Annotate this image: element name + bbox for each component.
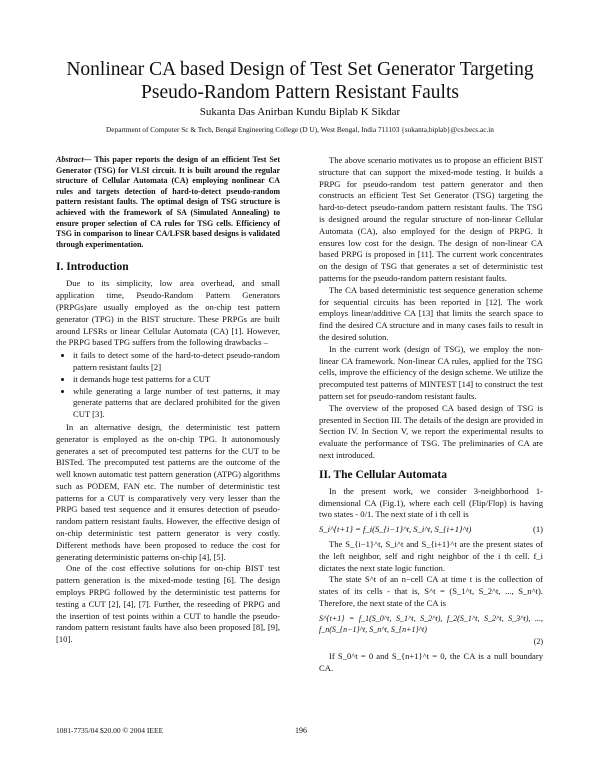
right-paragraph-1: The above scenario motivates us to propose an efficient BIST structure that can support the mixed-mode testing. It builds a PRPG for pseudo-random test pattern generator and then constructs an efficient Test Set Generator (TSG) targeting the hard-to-detect pseudo-random pattern resistant faults. The TSG is designed around the regular structure of non-linear Cellular Automata (CA), also employed for the design of PRPG. It ensures low cost for the design. The design of non-linear CA based PRPG is proposed in [11]. The current work concentrates on the design of TSG that generates a set of deterministic test patterns for the pseudo-random pattern resistant faults. — [319, 155, 543, 283]
left-column — [56, 155, 280, 646]
equation-1 — [319, 524, 543, 536]
paper-title — [40, 58, 560, 104]
affiliation: Department of Computer Sc & Tech, Bengal Engineering College (D U), West Bengal, India 711103 {sukanta,biplab}@cs.becs.ac.in — [106, 125, 494, 134]
right-paragraph-4: The overview of the proposed CA based design of TSG is presented in Section III. The details of the design are provided in Section IV. In Section V, we report the experimental results to evaluate the performance of TSG. The preliminaries of CA are next introduced. — [319, 402, 543, 460]
equation-1-number: (1) — [532, 524, 543, 535]
list-item: • it demands huge test patterns for a CUT — [73, 374, 280, 386]
authors: Sukanta Das Anirban Kundu Biplab K Sikdar — [199, 106, 401, 118]
right-paragraph-2: The CA based deterministic test sequence generation scheme for sequential circuits has been reported in [12]. The work employs linear/additive CA [13] that limits the search space to find the desired CA structure and in many cases fails to result in the desired solution. — [319, 284, 543, 342]
intro-paragraph-3: One of the cost effective solutions for on-chip BIST test pattern generation is the mixed-mode testing [6]. The design employs PRPG followed by the deterministic test patterns for testing a CUT [2], [4], [7]. Further, the reseeding of PRPG and the insertion of test points within a CUT to handle the pseudo-random pattern resistant faults have also been proposed [8], [9], [10]. — [56, 563, 280, 645]
intro-paragraph-2: In an alternative design, the deterministic test pattern generator is employed as the on-chip TPG. It autonomously generates a set of precomputed test patterns for the CUT to be BISTed. The precomputed test patterns are the outcome of the well known automatic test pattern generation (ATPG) algorithms such as PODEM, FAN etc. The number of deterministic test patterns for a CUT is comparatively very very lesser than the PRPG based test sequence and it ensures detection of pseudo-random pattern resistant faults. However, the effective design of on-chip deterministic test pattern generator is very costly. Different methods have been proposed to reduce the cost for generating deterministic patterns on-chip [4], [5]. — [56, 421, 280, 562]
right-paragraph-3: In the current work (design of TSG), we employ the non-linear CA framework. Non-linear CA rules, applied for the TSG cells, improve the efficiency of the design scheme. We utilize the precomputed test patterns of MINTEST [14] to construct the test pattern set for pseudo-random resistant faults. — [319, 343, 543, 401]
equation-1-body: S_i^{t+1} = f_i(S_{i−1}^t, S_i^t, S_{i+1}^t) — [319, 524, 472, 535]
equation-2-number: (2) — [533, 637, 543, 647]
ca-paragraph-2: The S_{i−1}^t, S_i^t and S_{i+1}^t are the present states of the left neighbor, self and right neighbor of the i th cell. f_i dictates the next state logic function. — [319, 538, 543, 573]
title-line-2: Pseudo-Random Pattern Resistant Faults — [141, 82, 459, 103]
list-item: • while generating a large number of test patterns, it may generate patterns that are declared prohibited for the given CUT [3]. — [73, 386, 280, 421]
drawbacks-list — [56, 350, 280, 421]
page-number: 196 — [295, 726, 307, 735]
ca-paragraph-4: If S_0^t = 0 and S_{n+1}^t = 0, the CA is a null boundary CA. — [319, 651, 543, 673]
ca-paragraph-1: In the present work, we consider 3-neighborhood 1-dimensional CA (Fig.1), where each cell (Flip/Flop) is having two states - 0/1. The next state of i th cell is — [319, 485, 543, 520]
abstract-lead: Abstract— — [56, 155, 92, 164]
abstract — [56, 155, 280, 250]
ca-paragraph-3: The state S^t of an n−cell CA at time t is the collection of states of its cells - that is, S^t = (S_1^t, S_2^t, ..., S_n^t). Therefore, the next state of the CA is — [319, 574, 543, 608]
intro-paragraph-1: Due to its simplicity, low area overhead, and small application time, Pseudo-Random Pattern Generators (PRPGs)are usually employed as the on-chip test pattern generator (TPG) in the BIST structure. These PRPGs are built around LFSRs or linear Cellular Automata (CA) [1]. However, the PRPG based TPG suffers from the following drawbacks – — [56, 278, 280, 348]
copyright-footer: 1081-7735/04 $20.00 © 2004 IEEE — [56, 726, 164, 735]
abstract-text: This paper reports the design of an efficient Test Set Generator (TSG) for VLSI circuit. It is built around the regular structure of Cellular Automata (CA) employing nonlinear CA rules and targets detection of hard-to-detect pseudo-random pattern resistant faults. The optimal design of TSG structure is achieved with the framework of SA (Simulated Annealing) to ensure proper selection of CA rules for TSG cells. Efficiency of TSG in comparison to linear CA/LFSR based designs is validated through experimentation. — [56, 155, 280, 249]
right-column — [319, 155, 543, 675]
title-line-1: Nonlinear CA based Design of Test Set Generator Targeting — [66, 59, 534, 80]
list-item: • it fails to detect some of the hard-to-detect pseudo-random pattern resistant faults [2] — [73, 350, 280, 374]
equation-2 — [319, 613, 543, 648]
equation-2-body: S^{t+1} = f_1(S_0^t, S_1^t, S_2^t), f_2(S_1^t, S_2^t, S_3^t), ..., f_n(S_{n−1}^t, S_n^t, S_{n+1}^t) — [319, 613, 543, 635]
section-heading-introduction: I. Introduction — [56, 261, 129, 274]
section-heading-cellular-automata: II. The Cellular Automata — [319, 468, 448, 481]
